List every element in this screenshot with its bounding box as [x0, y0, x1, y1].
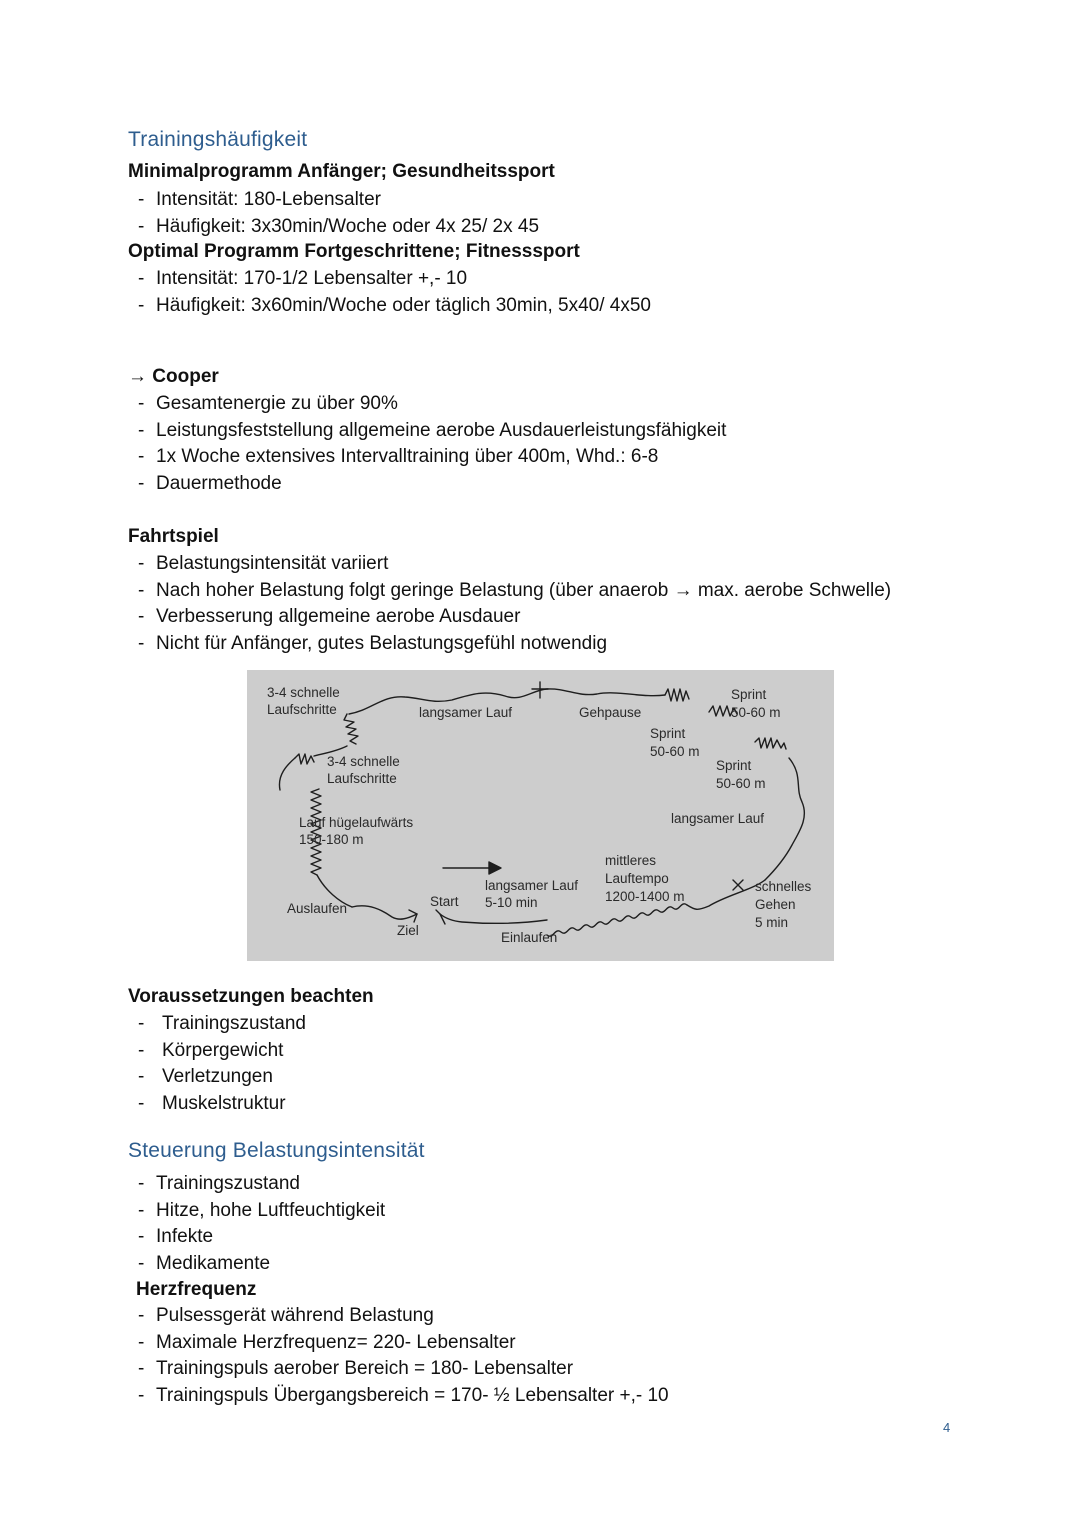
list-item: - Medikamente — [128, 1251, 385, 1278]
label-mittleres-line1: mittleres — [605, 853, 657, 868]
fahrtspiel-list — [128, 551, 891, 657]
label-sprint-1-line1: Sprint — [731, 687, 767, 702]
voraussetzungen-list — [128, 1011, 306, 1117]
label-auslaufen: Auslaufen — [287, 901, 348, 916]
label-schnelle-laufschritte-1-line2: Laufschritte — [267, 702, 337, 717]
label-langsamer-lauf-top: langsamer Lauf — [419, 705, 513, 720]
route-quick-steps-wiggle-top — [344, 714, 358, 744]
list-item: - Nicht für Anfänger, gutes Belastungsgefühl notwendig — [128, 631, 891, 658]
list-item: - Belastungsintensität variiert — [128, 551, 891, 578]
label-mittleres-line3: 1200-1400 m — [605, 889, 685, 904]
label-langsamer-lauf-start-line2: 5-10 min — [485, 895, 538, 910]
route-x-mark — [733, 880, 743, 890]
fahrtspiel-title: Fahrtspiel — [128, 526, 219, 547]
label-sprint-2-line2: 50-60 m — [650, 744, 700, 759]
label-schnelle-laufschritte-2-line1: 3-4 schnelle — [327, 754, 400, 769]
list-item: - Intensität: 180-Lebensalter — [128, 187, 539, 214]
label-sprint-3-line1: Sprint — [716, 758, 752, 773]
route-left-curve — [279, 758, 295, 790]
cooper-list — [128, 391, 726, 497]
list-item: - Intensität: 170-1/2 Lebensalter +,- 10 — [128, 266, 651, 293]
label-huegel-line2: 150-180 m — [299, 832, 364, 847]
route-middle-tempo — [547, 904, 687, 936]
herzfrequenz-title: Herzfrequenz — [136, 1279, 257, 1300]
herzfrequenz-list — [128, 1303, 669, 1409]
optimalprogramm-list — [128, 266, 651, 319]
label-huegel-line1: Lauf hügelaufwärts — [299, 815, 414, 830]
label-sprint-3-line2: 50-60 m — [716, 776, 766, 791]
optimalprogramm-title: Optimal Programm Fortgeschrittene; Fitnesssport — [128, 241, 580, 262]
label-sprint-1-line2: 50-60 m — [731, 705, 781, 720]
section-title-steuerung: Steuerung Belastungsintensität — [128, 1139, 425, 1162]
page-number: 4 — [943, 1420, 951, 1435]
fahrtspiel-diagram — [247, 670, 834, 961]
voraussetzungen-title: Voraussetzungen beachten — [128, 986, 374, 1007]
list-item: - Muskelstruktur — [128, 1091, 306, 1118]
label-langsamer-lauf-right: langsamer Lauf — [671, 811, 765, 826]
label-ziel: Ziel — [397, 923, 419, 938]
label-gehpause: Gehpause — [579, 705, 642, 720]
list-item: - Verbesserung allgemeine aerobe Ausdauer — [128, 604, 891, 631]
label-start: Start — [430, 894, 459, 909]
label-gehen-line2: Gehen — [755, 897, 796, 912]
label-schnelle-laufschritte-1-line1: 3-4 schnelle — [267, 685, 340, 700]
list-item: - Häufigkeit: 3x60min/Woche oder täglich 30min, 5x40/ 4x50 — [128, 293, 651, 320]
label-mittleres-line2: Lauftempo — [605, 871, 669, 886]
list-item: - Hitze, hohe Luftfeuchtigkeit — [128, 1198, 385, 1225]
list-item: - Trainingszustand — [128, 1171, 385, 1198]
label-schnelle-laufschritte-2-line2: Laufschritte — [327, 771, 397, 786]
list-item: - Häufigkeit: 3x30min/Woche oder 4x 25/ 2x 45 — [128, 214, 539, 241]
route-quick-steps-wiggle-left — [295, 754, 314, 764]
route-einlaufen — [440, 914, 547, 923]
label-sprint-2-line1: Sprint — [650, 726, 686, 741]
list-item: - Trainingspuls Übergangsbereich = 170- ½ Lebensalter +,- 10 — [128, 1383, 669, 1410]
list-item: - Körpergewicht — [128, 1038, 306, 1065]
list-item: - Pulsessgerät während Belastung — [128, 1303, 669, 1330]
list-item: - Trainingszustand — [128, 1011, 306, 1038]
route-auslaufen — [352, 906, 417, 919]
label-langsamer-lauf-start-line1: langsamer Lauf — [485, 878, 579, 893]
minimalprogramm-list — [128, 187, 539, 240]
route-sprint-wiggle-3 — [755, 738, 786, 749]
route-direction-arrowhead — [489, 862, 501, 874]
list-item: - Verletzungen — [128, 1064, 306, 1091]
list-item: - Gesamtenergie zu über 90% — [128, 391, 726, 418]
route-slow-run-right — [765, 758, 804, 880]
section-title-trainingshaeufigkeit: Trainingshäufigkeit — [128, 128, 308, 151]
route-walk-segment — [687, 880, 765, 909]
cooper-title: → Cooper — [128, 366, 219, 387]
minimalprogramm-title: Minimalprogramm Anfänger; Gesundheitssport — [128, 161, 555, 182]
list-item: - 1x Woche extensives Intervalltraining über 400m, Whd.: 6-8 — [128, 444, 726, 471]
list-item: - Trainingspuls aerober Bereich = 180- Lebensalter — [128, 1356, 669, 1383]
route-sprint-wiggle-1 — [665, 689, 689, 701]
route-plus-mark — [532, 682, 548, 698]
list-item: - Dauermethode — [128, 471, 726, 498]
list-item: - Infekte — [128, 1224, 385, 1251]
steuerung-list — [128, 1171, 385, 1277]
list-item: - Nach hoher Belastung folgt geringe Belastung (über anaerob → max. aerobe Schwelle) — [128, 578, 891, 605]
list-item: - Leistungsfeststellung allgemeine aerobe Ausdauerleistungsfähigkeit — [128, 418, 726, 445]
label-gehen-line3: 5 min — [755, 915, 789, 930]
label-einlaufen: Einlaufen — [501, 930, 558, 945]
list-item: - Maximale Herzfrequenz= 220- Lebensalter — [128, 1330, 669, 1357]
label-gehen-line1: schnelles — [755, 879, 812, 894]
